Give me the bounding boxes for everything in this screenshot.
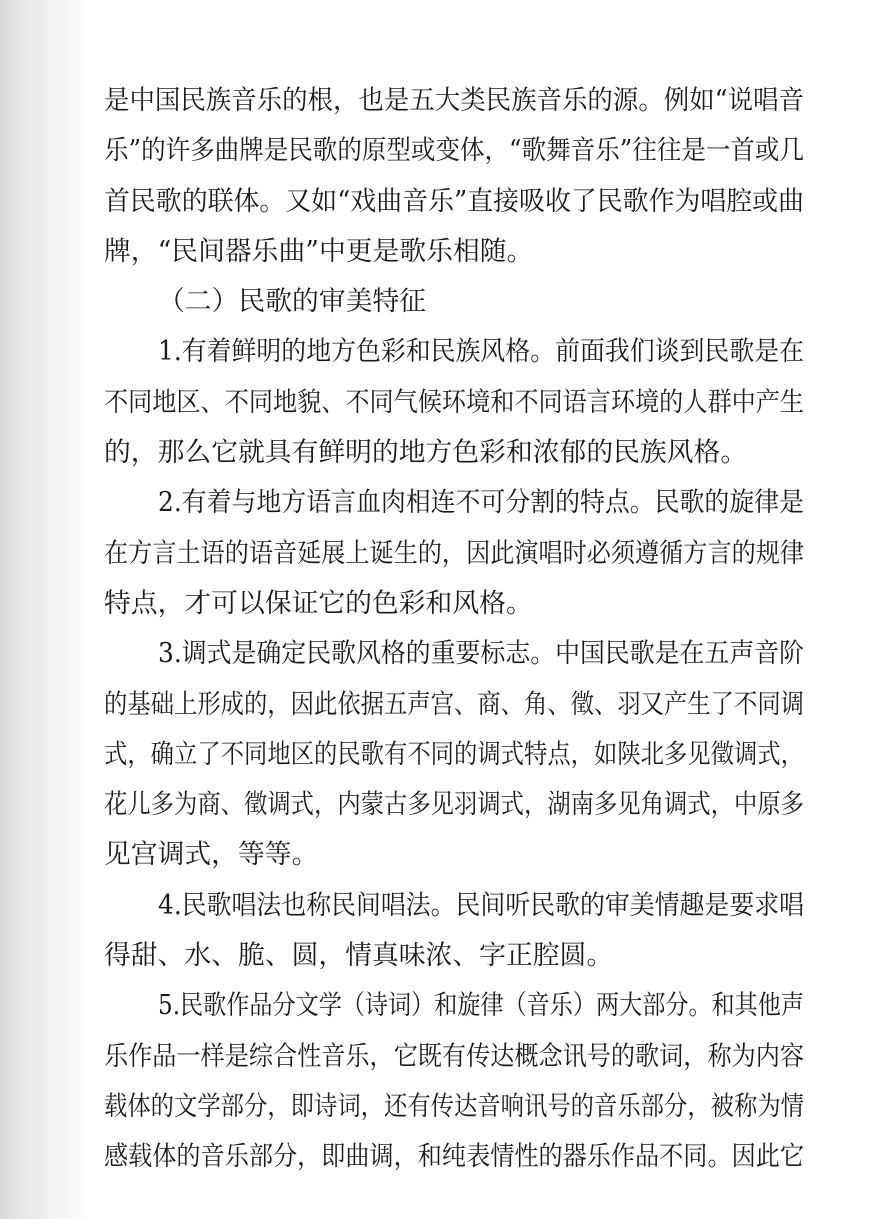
text-line: 5.民歌作品分文学（诗词）和旋律（音乐）两大部分。和其他声 (158, 990, 804, 1022)
text-line: 牌，“民间器乐曲”中更是歌乐相随。 (104, 235, 534, 267)
text-line: 乐作品一样是综合性音乐，它既有传达概念讯号的歌词，称为内容 (104, 1040, 804, 1072)
page-edge-shadow (0, 0, 92, 1219)
text-line: 首民歌的联体。又如“戏曲音乐”直接吸收了民歌作为唱腔或曲 (104, 185, 804, 217)
text-line: 1.有着鲜明的地方色彩和民族风格。前面我们谈到民歌是在 (158, 336, 804, 368)
text-line: 特点，才可以保证它的色彩和风格。 (104, 587, 533, 619)
text-line: 2.有着与地方语言血肉相连不可分割的特点。民歌的旋律是 (158, 487, 804, 519)
text-line: 见宫调式，等等。 (104, 839, 319, 871)
text-line: 3.调式是确定民歌风格的重要标志。中国民歌是在五声音阶 (158, 638, 804, 670)
text-line: 的基础上形成的，因此依据五声宫、商、角、徵、羽又产生了不同调 (104, 688, 804, 720)
text-line: 载体的文学部分，即诗词，还有传达音响讯号的音乐部分，被称为情 (104, 1090, 804, 1122)
text-line: 感载体的音乐部分，即曲调，和纯表情性的器乐作品不同。因此它 (104, 1141, 804, 1173)
text-line: 4.民歌唱法也称民间唱法。民间听民歌的审美情趣是要求唱 (158, 889, 804, 921)
body-text (104, 76, 804, 1183)
text-line: 花儿多为商、徵调式，内蒙古多见羽调式，湖南多见角调式，中原多 (104, 789, 804, 821)
text-line: 得甜、水、脆、圆，情真味浓、字正腔圆。 (104, 940, 614, 972)
text-line: 不同地区、不同地貌、不同气候环境和不同语言环境的人群中产生 (104, 386, 804, 418)
text-line: 是中国民族音乐的根，也是五大类民族音乐的源。例如“说唱音 (104, 85, 804, 116)
section-heading: （二）民歌的审美特征 (158, 286, 426, 318)
text-line: 乐”的许多曲牌是民歌的原型或变体，“歌舞音乐”往往是一首或几 (104, 135, 804, 167)
text-line: 在方言土语的语音延展上诞生的，因此演唱时必须遵循方言的规律 (104, 537, 804, 569)
text-line: 的，那么它就具有鲜明的地方色彩和浓郁的民族风格。 (104, 437, 748, 469)
text-line: 式，确立了不同地区的民歌有不同的调式特点，如陕北多见徵调式， (104, 738, 804, 770)
